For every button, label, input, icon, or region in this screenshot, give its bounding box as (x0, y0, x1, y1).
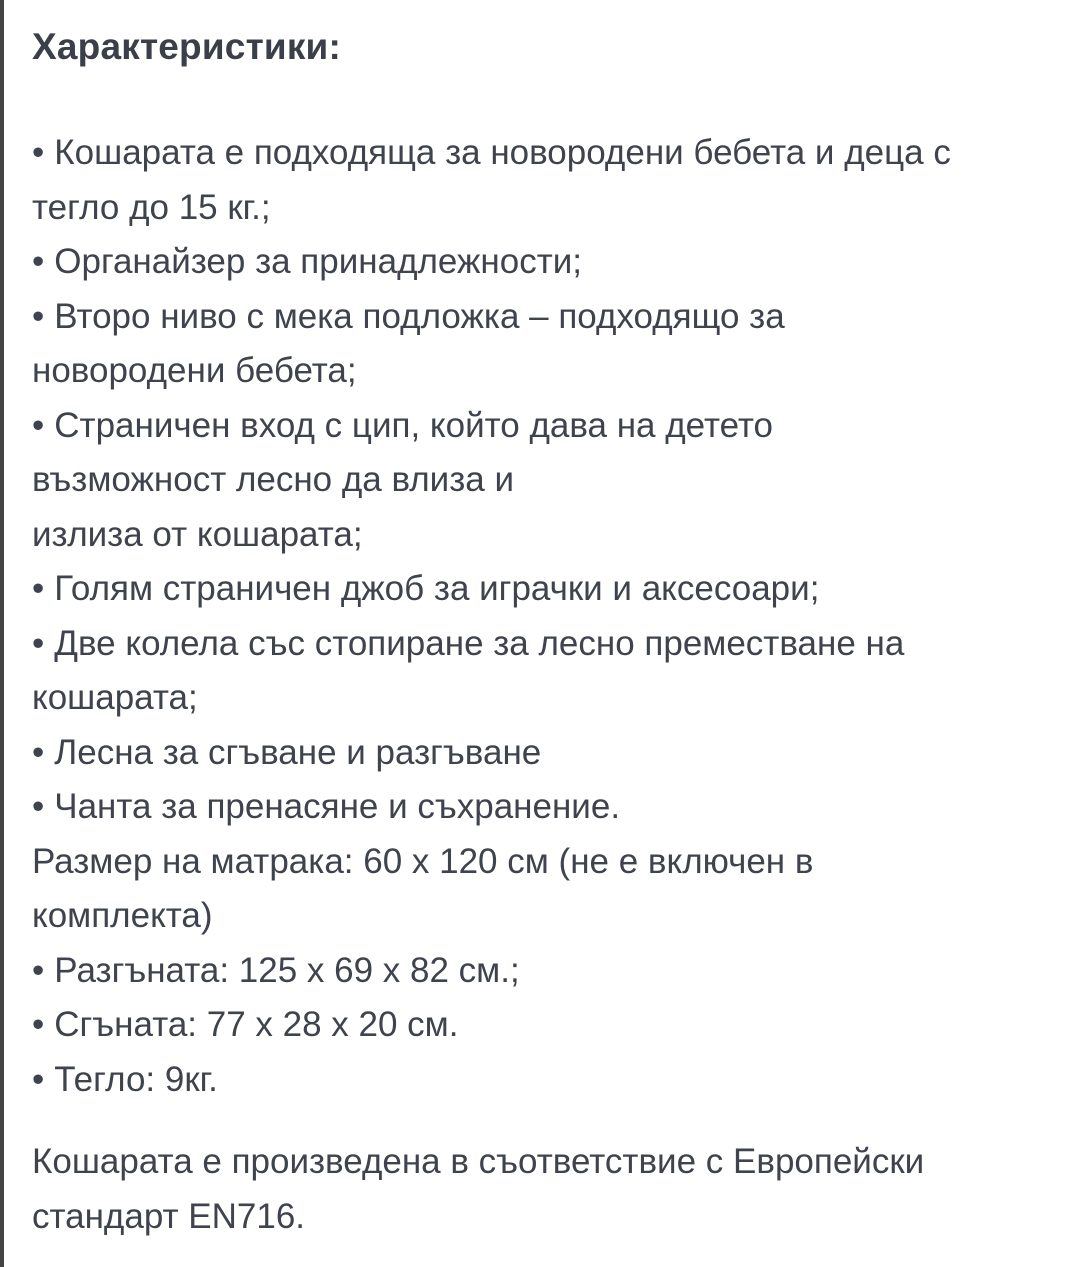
bullet-icon: • (32, 950, 45, 990)
line-text: Две колела със стопиране за лесно преместване на (54, 623, 905, 663)
line-text: Лесна за сгъване и разгъване (54, 732, 542, 772)
product-description (32, 20, 1052, 1244)
line-text: тегло до 15 кг.; (32, 187, 271, 227)
bullet-icon: • (32, 623, 45, 663)
list-line (32, 399, 1052, 454)
list-line (32, 726, 1052, 781)
line-text: Кошарата е подходяща за новородени бебета и деца с (54, 133, 951, 172)
bullet-icon: • (32, 1059, 45, 1099)
line-text: новородени бебета; (32, 351, 357, 390)
line-text: Чанта за пренасяне и съхранение. (54, 787, 621, 826)
line-text: Размер на матрака: 60 х 120 см (не е включен в (32, 841, 814, 881)
list-line (32, 944, 1052, 999)
closing-line: стандарт EN716. (32, 1196, 306, 1236)
bullet-icon: • (32, 133, 45, 172)
line-text: Разгъната: 125 х 69 х 82 см.; (54, 950, 520, 990)
list-line (32, 453, 1052, 508)
features-list (32, 126, 1052, 1107)
bullet-icon: • (32, 1005, 45, 1044)
list-line (32, 835, 1052, 890)
line-text: излиза от кошарата; (32, 514, 363, 554)
line-text: комплекта) (32, 896, 213, 935)
list-line (32, 181, 1052, 236)
list-line (32, 235, 1052, 290)
line-text: Голям страничен джоб за играчки и аксесоари; (54, 569, 820, 608)
list-line (32, 508, 1052, 563)
list-line (32, 1053, 1052, 1108)
list-line (32, 671, 1052, 726)
closing-line: Кошарата е произведена в съответствие с Европейски (32, 1142, 925, 1181)
bullet-icon: • (32, 242, 45, 281)
list-line (32, 126, 1052, 181)
list-line (32, 998, 1052, 1053)
list-line (32, 889, 1052, 944)
line-text: Тегло: 9кг. (54, 1059, 218, 1099)
bullet-icon: • (32, 787, 45, 826)
list-line (32, 617, 1052, 672)
list-line (32, 290, 1052, 345)
line-text: Органайзер за принадлежности; (54, 242, 582, 281)
list-line (32, 562, 1052, 617)
compliance-note (32, 1135, 1052, 1244)
line-text: Сгъната: 77 х 28 х 20 см. (54, 1005, 459, 1044)
bullet-icon: • (32, 732, 45, 772)
line-text: Страничен вход с цип, който дава на детето (54, 405, 774, 445)
bullet-icon: • (32, 296, 45, 336)
line-text: кошарата; (32, 678, 198, 717)
line-text: Второ ниво с мека подложка – подходящо за (54, 296, 785, 336)
section-heading: Характеристики: (32, 26, 342, 67)
bullet-icon: • (32, 569, 45, 608)
list-line (32, 780, 1052, 835)
bullet-icon: • (32, 405, 45, 445)
line-text: възможност лесно да влиза и (32, 460, 515, 499)
list-line (32, 344, 1052, 399)
left-border-rule (0, 0, 4, 1267)
